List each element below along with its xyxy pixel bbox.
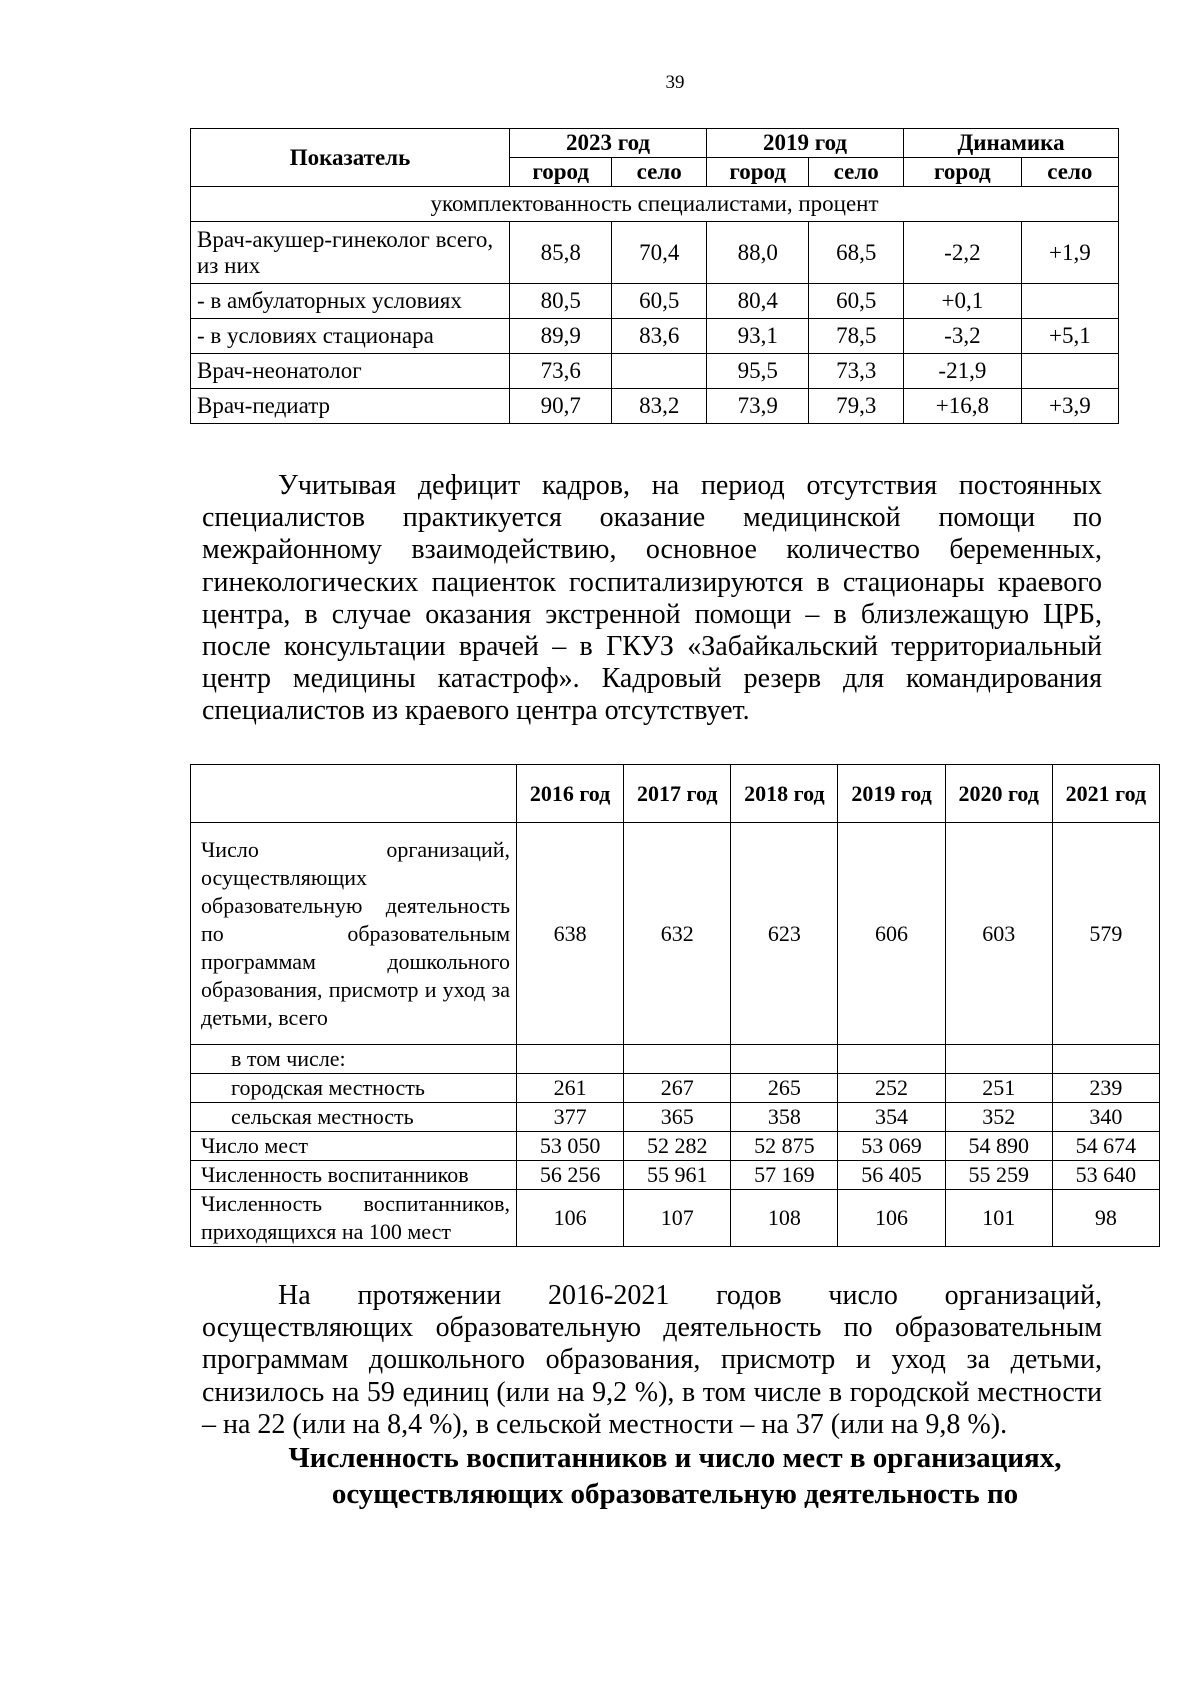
row-label: городская местность: [191, 1074, 517, 1103]
cell: 73,6: [510, 354, 612, 389]
cell: [945, 1045, 1052, 1074]
cell: 358: [731, 1103, 838, 1132]
page-number: 39: [665, 72, 685, 93]
cell: 252: [838, 1074, 945, 1103]
cell: 579: [1052, 823, 1159, 1045]
cell: [517, 1045, 624, 1074]
sub-header: город: [707, 158, 809, 187]
cell: 354: [838, 1103, 945, 1132]
cell: 267: [624, 1074, 731, 1103]
row-label: Врач-педиатр: [191, 389, 510, 424]
cell: 56 256: [517, 1161, 624, 1190]
cell: -3,2: [904, 319, 1022, 354]
cell: 239: [1052, 1074, 1159, 1103]
cell: 73,3: [809, 354, 904, 389]
cell: 53 050: [517, 1132, 624, 1161]
cell: 54 890: [945, 1132, 1052, 1161]
cell: 57 169: [731, 1161, 838, 1190]
cell: 80,5: [510, 284, 612, 319]
cell: -2,2: [904, 222, 1022, 284]
sub-header: село: [1021, 158, 1118, 187]
cell: 60,5: [612, 284, 707, 319]
cell: +3,9: [1021, 389, 1118, 424]
paragraph-staff-shortage: Учитывая дефицит кадров, на период отсутствия постоянных специалистов практикуется оказание медицинской помощи по межрайонному взаимодействию, основное количество беременных, гинекологических пациенток госпитализируются в стационары краевого центра, в случае оказания экстренной помощи – в близлежащую ЦРБ, после консультации врачей – в ГКУЗ «Забайкальский территориальный центр медицины катастроф». Кадровый резерв для командирования специалистов из краевого центра отсутствует.: [202, 470, 1102, 727]
cell: 53 069: [838, 1132, 945, 1161]
cell: [624, 1045, 731, 1074]
cell: 340: [1052, 1103, 1159, 1132]
cell: 55 259: [945, 1161, 1052, 1190]
cell: 638: [517, 823, 624, 1045]
cell: 106: [838, 1190, 945, 1247]
cell: 53 640: [1052, 1161, 1159, 1190]
cell: 88,0: [707, 222, 809, 284]
cell: 83,6: [612, 319, 707, 354]
row-label: Число мест: [191, 1132, 517, 1161]
row-label: Численность воспитанников, приходящихся на 100 мест: [191, 1190, 517, 1247]
row-label: - в условиях стационара: [191, 319, 510, 354]
sub-header: село: [809, 158, 904, 187]
cell: +0,1: [904, 284, 1022, 319]
cell: [1052, 1045, 1159, 1074]
cell: [612, 354, 707, 389]
cell: 107: [624, 1190, 731, 1247]
cell: 80,4: [707, 284, 809, 319]
cell: 106: [517, 1190, 624, 1247]
cell: 108: [731, 1190, 838, 1247]
preschool-organizations-table: [190, 764, 1160, 1247]
cell: 632: [624, 823, 731, 1045]
cell: 606: [838, 823, 945, 1045]
year-header: 2021 год: [1052, 765, 1159, 823]
cell: 85,8: [510, 222, 612, 284]
cell: 101: [945, 1190, 1052, 1247]
cell: 52 875: [731, 1132, 838, 1161]
cell: [731, 1045, 838, 1074]
header-empty: [191, 765, 517, 823]
cell: -21,9: [904, 354, 1022, 389]
year-header: 2016 год: [517, 765, 624, 823]
cell: 89,9: [510, 319, 612, 354]
year-header: 2018 год: [731, 765, 838, 823]
staffing-table: [190, 128, 1119, 424]
cell: 365: [624, 1103, 731, 1132]
row-label: - в амбулаторных условиях: [191, 284, 510, 319]
cell: 377: [517, 1103, 624, 1132]
section-title: укомплектованность специалистами, процент: [191, 187, 1119, 222]
cell: 90,7: [510, 389, 612, 424]
cell: 95,5: [707, 354, 809, 389]
paragraph-decline-summary: На протяжении 2016-2021 годов число организаций, осуществляющих образовательную деятельность по образовательным программам дошкольного образования, присмотр и уход за детьми, снизилось на 59 единиц (или на 9,2 %), в том числе в городской местности – на 22 (или на 8,4 %), в сельской местности – на 37 (или на 9,8 %).: [202, 1280, 1102, 1440]
section-heading: Численность воспитанников и число мест в организациях, осуществляющих образовательную деятельность по: [288, 1442, 1062, 1510]
cell: 68,5: [809, 222, 904, 284]
cell: [1021, 284, 1118, 319]
cell: [1021, 354, 1118, 389]
row-label: в том числе:: [191, 1045, 517, 1074]
cell: 623: [731, 823, 838, 1045]
cell: 60,5: [809, 284, 904, 319]
header-group-2019: 2019 год: [707, 129, 904, 158]
cell: +5,1: [1021, 319, 1118, 354]
cell: 73,9: [707, 389, 809, 424]
cell: 98: [1052, 1190, 1159, 1247]
year-header: 2020 год: [945, 765, 1052, 823]
cell: 78,5: [809, 319, 904, 354]
header-group-2023: 2023 год: [510, 129, 707, 158]
cell: +1,9: [1021, 222, 1118, 284]
cell: [838, 1045, 945, 1074]
row-label: Число организаций, осуществляющих образовательную деятельность по образовательным программам дошкольного образования, присмотр и уход за детьми, всего: [191, 823, 517, 1045]
row-label: Численность воспитанников: [191, 1161, 517, 1190]
cell: 55 961: [624, 1161, 731, 1190]
cell: 83,2: [612, 389, 707, 424]
header-group-dynamics: Динамика: [904, 129, 1119, 158]
cell: 70,4: [612, 222, 707, 284]
cell: 265: [731, 1074, 838, 1103]
cell: 79,3: [809, 389, 904, 424]
row-label: Врач-акушер-гинеколог всего, из них: [191, 222, 510, 284]
cell: 251: [945, 1074, 1052, 1103]
cell: 261: [517, 1074, 624, 1103]
cell: 352: [945, 1103, 1052, 1132]
cell: +16,8: [904, 389, 1022, 424]
cell: 56 405: [838, 1161, 945, 1190]
header-indicator: Показатель: [191, 129, 510, 187]
sub-header: город: [510, 158, 612, 187]
row-label: Врач-неонатолог: [191, 354, 510, 389]
year-header: 2019 год: [838, 765, 945, 823]
year-header: 2017 год: [624, 765, 731, 823]
row-label: сельская местность: [191, 1103, 517, 1132]
cell: 54 674: [1052, 1132, 1159, 1161]
cell: 603: [945, 823, 1052, 1045]
cell: 93,1: [707, 319, 809, 354]
sub-header: город: [904, 158, 1022, 187]
sub-header: село: [612, 158, 707, 187]
cell: 52 282: [624, 1132, 731, 1161]
